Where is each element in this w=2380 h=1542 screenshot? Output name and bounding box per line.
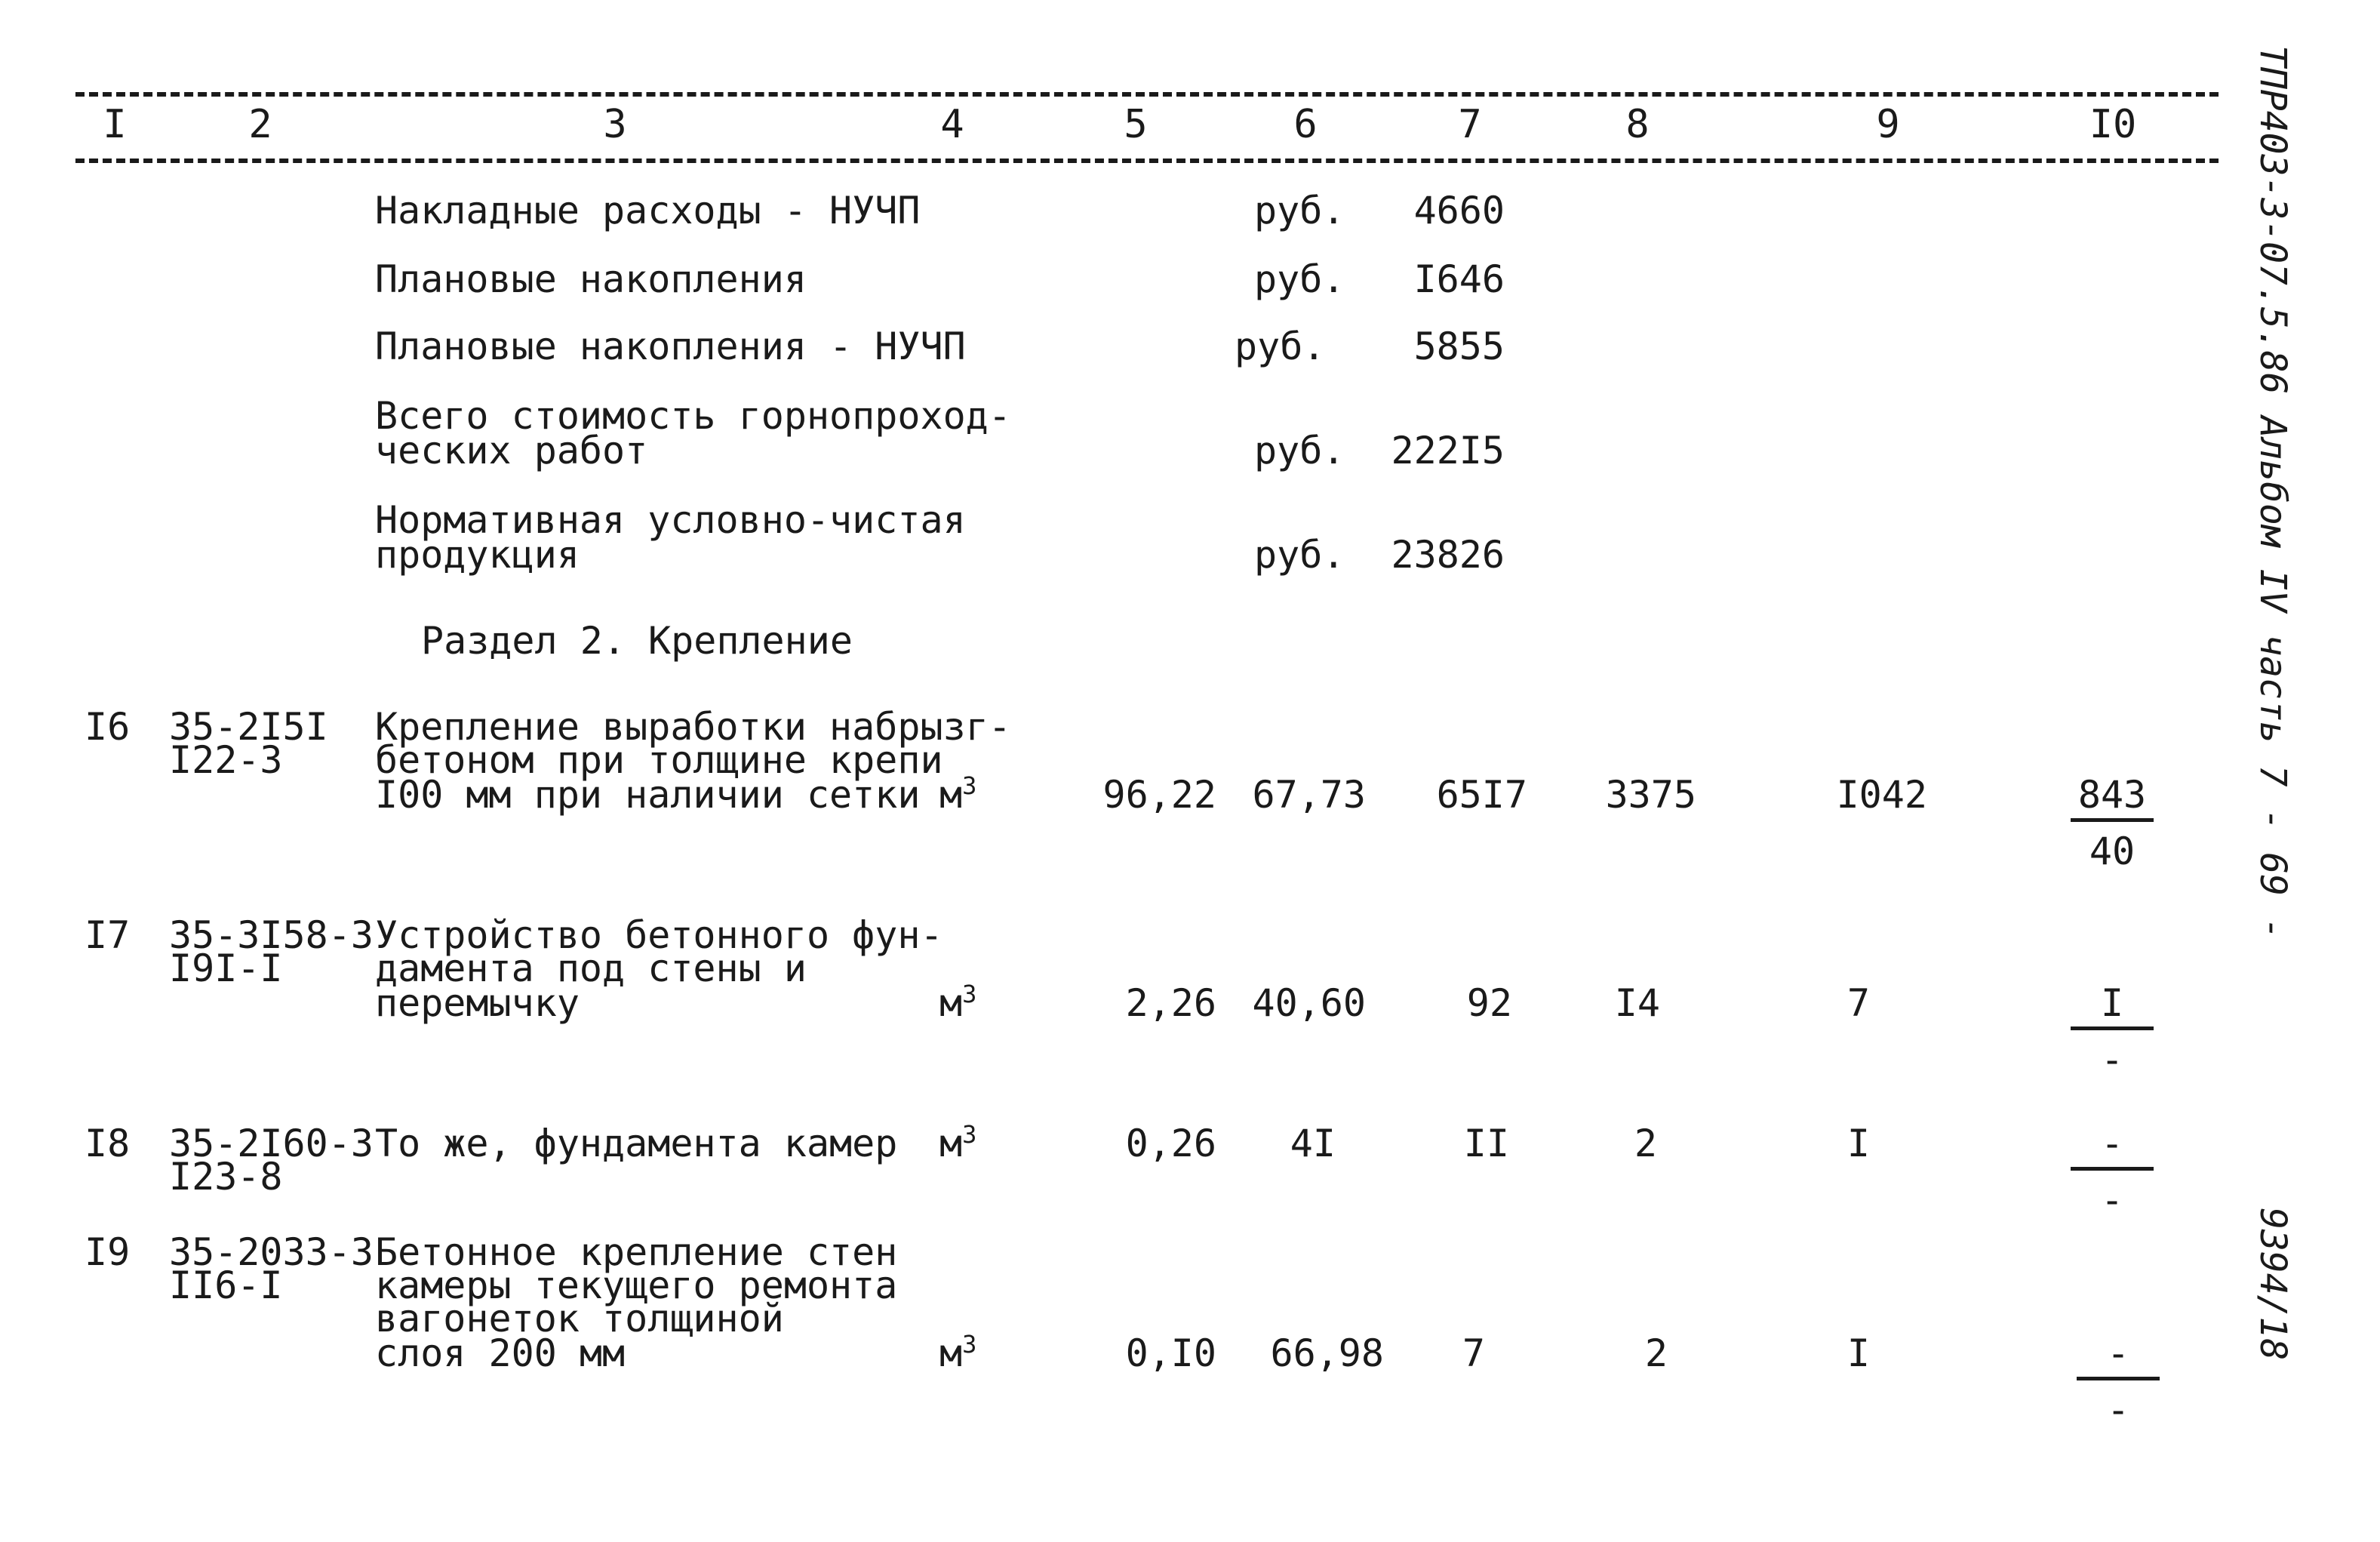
fraction-numerator: - [2071,1125,2154,1171]
row-quantity: 0,I0 [1125,1331,1216,1375]
row-unit: $м^3$ [939,980,977,1025]
row-unit: $м^3$ [939,771,977,817]
row-price: 40,60 [1252,981,1366,1025]
row-col10-fraction [2077,1331,2160,1432]
row-price: 67,73 [1252,773,1366,817]
summary-label: Нормативная условно-чистая [375,498,966,542]
row-code: II6-I [169,1263,283,1307]
row-code: I23-8 [169,1155,283,1199]
row-unit: $м^3$ [939,1330,977,1375]
fraction-denominator: - [2106,1388,2130,1432]
summary-label: Накладные расходы - НУЧП [375,189,921,232]
row-col9: I [1846,1122,1870,1165]
row-description: камеры текущего ремонта [375,1263,898,1307]
row-code: I22-3 [169,738,283,782]
summary-label: Плановые накопления [375,257,807,301]
summary-value: 4660 [1413,189,1505,232]
row-code: 35-2I5I [169,705,328,749]
row-description: бетоном при толщине крепи [375,738,943,782]
row-number: I7 [85,913,131,957]
row-description: дамента под стены и [375,946,807,990]
row-description: перемычку [375,981,580,1025]
fraction-numerator: I [2071,984,2154,1030]
row-total: 7 [1462,1331,1485,1375]
fraction-denominator: - [2100,1178,2124,1222]
summary-unit: руб. [1254,533,1345,577]
summary-value: 5855 [1413,325,1505,368]
header-rule-top [75,92,2219,97]
row-col8: 2 [1634,1122,1657,1165]
row-price: 4I [1290,1122,1336,1165]
col-header-8: 8 [1625,102,1650,147]
summary-label: Плановые накопления - НУЧП [375,325,966,368]
row-description: Крепление выработки набрызг- [375,705,1011,749]
summary-label: ческих работ [375,429,648,472]
header-rule-bottom [75,159,2219,163]
row-quantity: 0,26 [1125,1122,1216,1165]
row-price: 66,98 [1270,1331,1384,1375]
col-header-5: 5 [1124,102,1148,147]
summary-label: Всего стоимость горнопроход- [375,394,1011,438]
row-total: II [1463,1122,1509,1165]
row-col8: 2 [1644,1331,1668,1375]
row-code: I9I-I [169,946,283,990]
summary-unit: руб. [1254,189,1345,232]
row-code: 35-2033-3 [169,1230,374,1274]
row-col9: 7 [1846,981,1870,1025]
summary-unit: руб. [1235,325,1326,368]
fraction-numerator: 843 [2071,776,2154,822]
row-description: То же, фундамента камер [375,1122,898,1165]
summary-value: 222I5 [1391,429,1505,472]
row-quantity: 96,22 [1102,773,1216,817]
col-header-2: 2 [248,102,272,147]
col-header-10: I0 [2089,102,2137,147]
row-number: I6 [85,705,131,749]
summary-value: I646 [1413,257,1505,301]
row-col10-fraction [2071,773,2154,873]
section-title: Раздел 2. Крепление [421,619,853,663]
row-number: I8 [85,1122,131,1165]
row-code: 35-3I58-3 [169,913,374,957]
summary-label: продукция [375,533,580,577]
row-col10-fraction [2071,1122,2154,1222]
row-col10-fraction [2071,981,2154,1082]
row-description: слоя 200 мм [375,1331,626,1375]
summary-unit: руб. [1254,429,1345,472]
row-code: 35-2I60-3 [169,1122,374,1165]
col-header-1: I [103,102,127,147]
row-description: вагонеток толщиной [375,1297,784,1340]
row-total: 92 [1466,981,1512,1025]
row-quantity: 2,26 [1125,981,1216,1025]
row-col8: I4 [1614,981,1660,1025]
summary-unit: руб. [1254,257,1345,301]
row-description: Устройство бетонного фун- [375,913,943,957]
margin-document-number: 9394/18 [2252,1208,2294,1361]
row-description: Бетонное крепление стен [375,1230,898,1274]
col-header-4: 4 [940,102,964,147]
row-description: I00 мм при наличии сетки [375,773,921,817]
fraction-numerator: - [2077,1334,2160,1380]
row-col8: 3375 [1605,773,1696,817]
col-header-9: 9 [1876,102,1900,147]
row-total: 65I7 [1436,773,1527,817]
row-col9: I [1846,1331,1870,1375]
fraction-denominator: - [2100,1038,2124,1082]
col-header-3: 3 [603,102,627,147]
row-unit: $м^3$ [939,1120,977,1165]
row-number: I9 [85,1230,131,1274]
row-col9: I042 [1836,773,1927,817]
fraction-denominator: 40 [2089,829,2136,873]
margin-album-reference: ТПР403-3-07.5.86 Альбом IV часть 7 - 69 - [2252,45,2294,940]
summary-value: 23826 [1391,533,1505,577]
col-header-7: 7 [1458,102,1482,147]
col-header-6: 6 [1293,102,1318,147]
